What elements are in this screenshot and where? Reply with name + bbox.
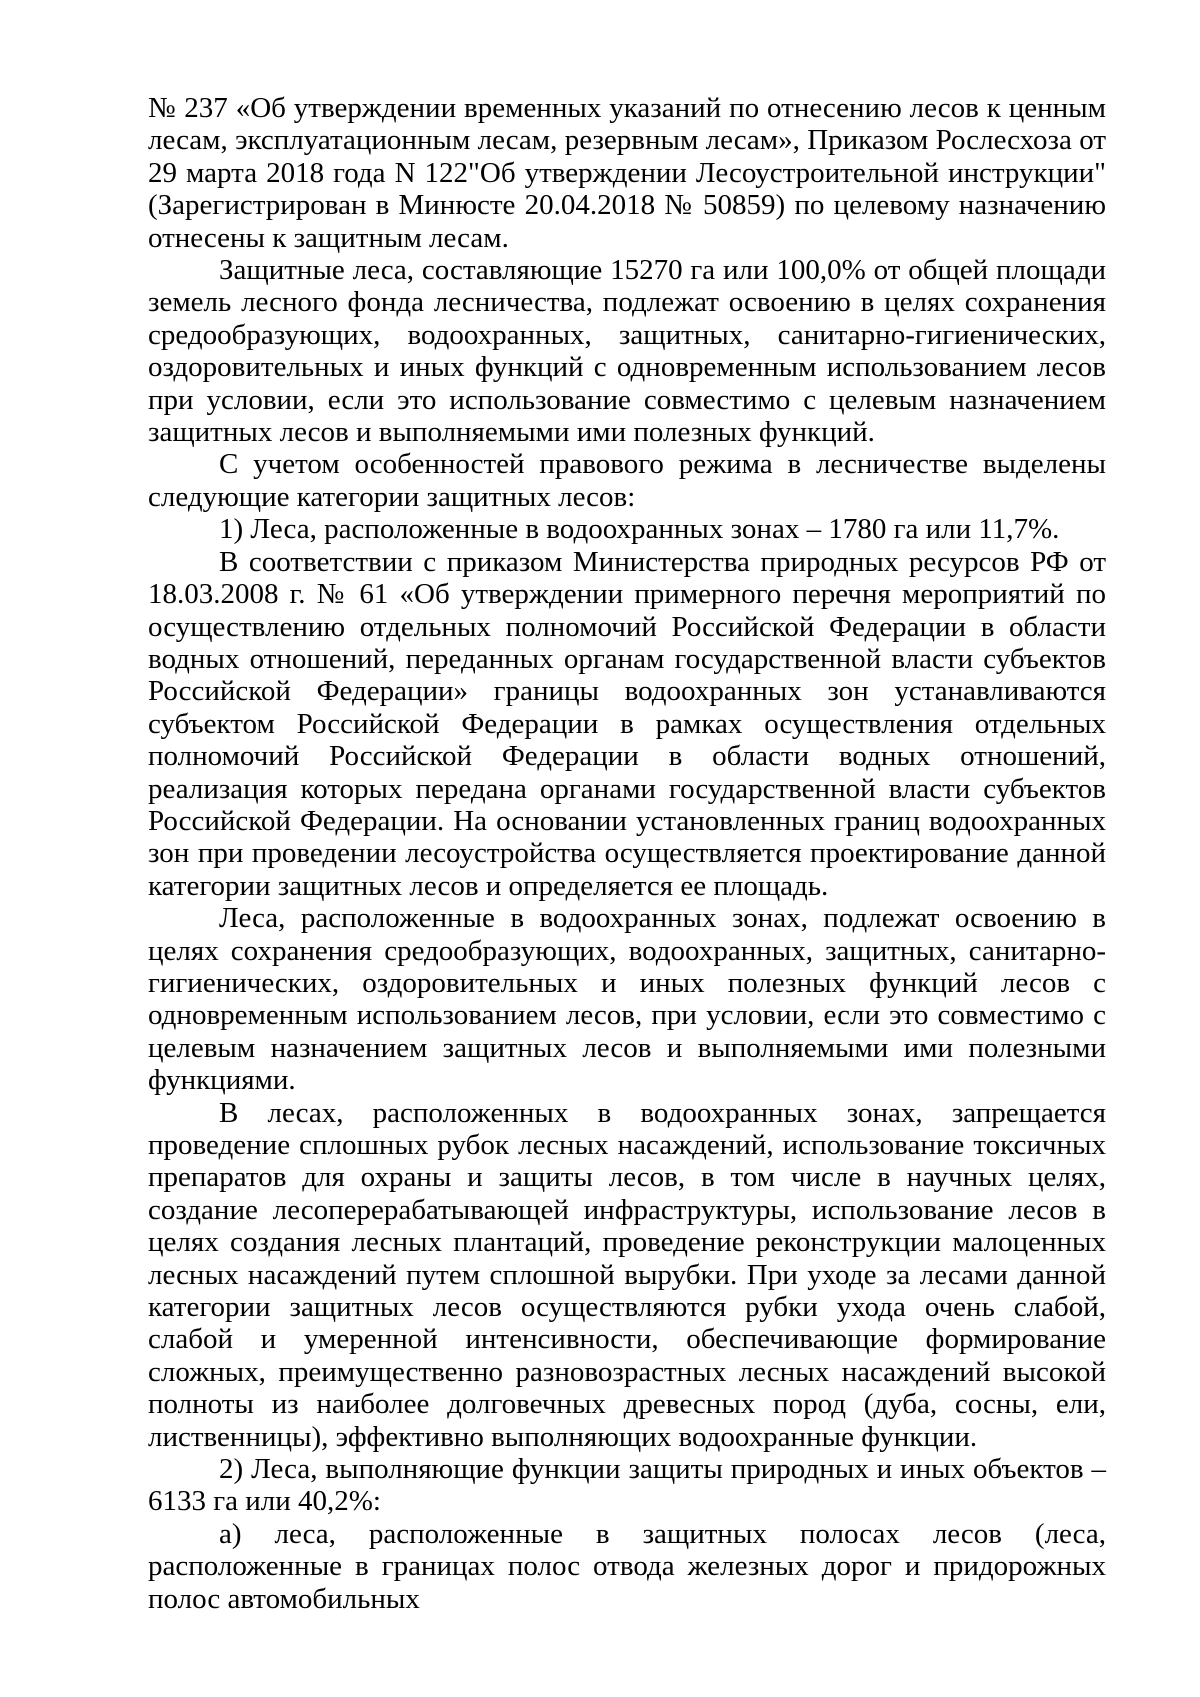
list-item-water-protection-zones: 1) Леса, расположенные в водоохранных зонах – 1780 га или 11,7%. xyxy=(219,513,1060,546)
paragraph-water-zone-forests: Леса, расположенные в водоохранных зонах, подлежат освоению в целях сохранения средообразующих, водоохранных, защитных, санитарно-гигиенических, оздоровительных и иных полезных функций лесов с одновременным использованием лесов, при условии, если это совместимо с целевым назначением защитных лесов и выполняемыми ими полезными функциями. xyxy=(148,902,1106,1097)
paragraph-ministry-order: В соответствии с приказом Министерства природных ресурсов РФ от 18.03.2008 г. № 61 «Об утверждении примерного перечня мероприятий по осуществлению отдельных полномочий Российской Федерации в области водных отношений, переданных органам государственной власти субъектов Российской Федерации» границы водоохранных зон устанавливаются субъектом Российской Федерации в рамках осуществления отдельных полномочий Российской Федерации в области водных отношений, реализация которых передана органами государственной власти субъектов Российской Федерации. На основании установленных границ водоохранных зон при проведении лесоустройства осуществляется проектирование данной категории защитных лесов и определяется ее площадь. xyxy=(148,545,1106,902)
paragraph-continuation: № 237 «Об утверждении временных указаний по отнесению лесов к ценным лесам, эксплуатационным лесам, резервным лесам», Приказом Рослесхоза от 29 марта 2018 года N 122"Об утверждении Лесоустроительной инструкции" (Зарегистрирован в Минюсте 20.04.2018 № 50859) по целевому назначению отнесены к защитным лесам. xyxy=(148,92,1106,254)
paragraph-prohibitions: В лесах, расположенных в водоохранных зонах, запрещается проведение сплошных рубок лесных насаждений, использование токсичных препаратов для охраны и защиты лесов, в том числе в научных целях, создание лесоперерабатывающей инфраструктуры, использование лесов в целях создания лесных плантаций, проведение реконструкции малоценных лесных насаждений путем сплошной вырубки. При уходе за лесами данной категории защитных лесов осуществляются рубки ухода очень слабой, слабой и умеренной интенсивности, обеспечивающие формирование сложных, преимущественно разновозрастных лесных насаждений высокой полноты из наиболее долговечных древесных пород (дуба, сосны, ели, лиственницы), эффективно выполняющих водоохранные функции. xyxy=(148,1096,1106,1453)
paragraph-categories-intro: С учетом особенностей правового режима в лесничестве выделены следующие категории защитных лесов: xyxy=(148,448,1106,513)
document-page xyxy=(148,92,1106,1615)
list-subitem-protective-strips: а) леса, расположенные в защитных полосах лесов (леса, расположенные в границах полос отвода железных дорог и придорожных полос автомобильных xyxy=(148,1517,1106,1615)
paragraph-protective-forests: Защитные леса, составляющие 15270 га или 100,0% от общей площади земель лесного фонда лесничества, подлежат освоению в целях сохранения средообразующих, водоохранных, защитных, санитарно-гигиенических, оздоровительных и иных функций с одновременным использованием лесов при условии, если это использование совместимо с целевым назначением защитных лесов и выполняемыми ими полезных функций. xyxy=(148,254,1106,449)
list-item-protection-functions: 2) Леса, выполняющие функции защиты природных и иных объектов – 6133 га или 40,2%: xyxy=(148,1453,1106,1518)
